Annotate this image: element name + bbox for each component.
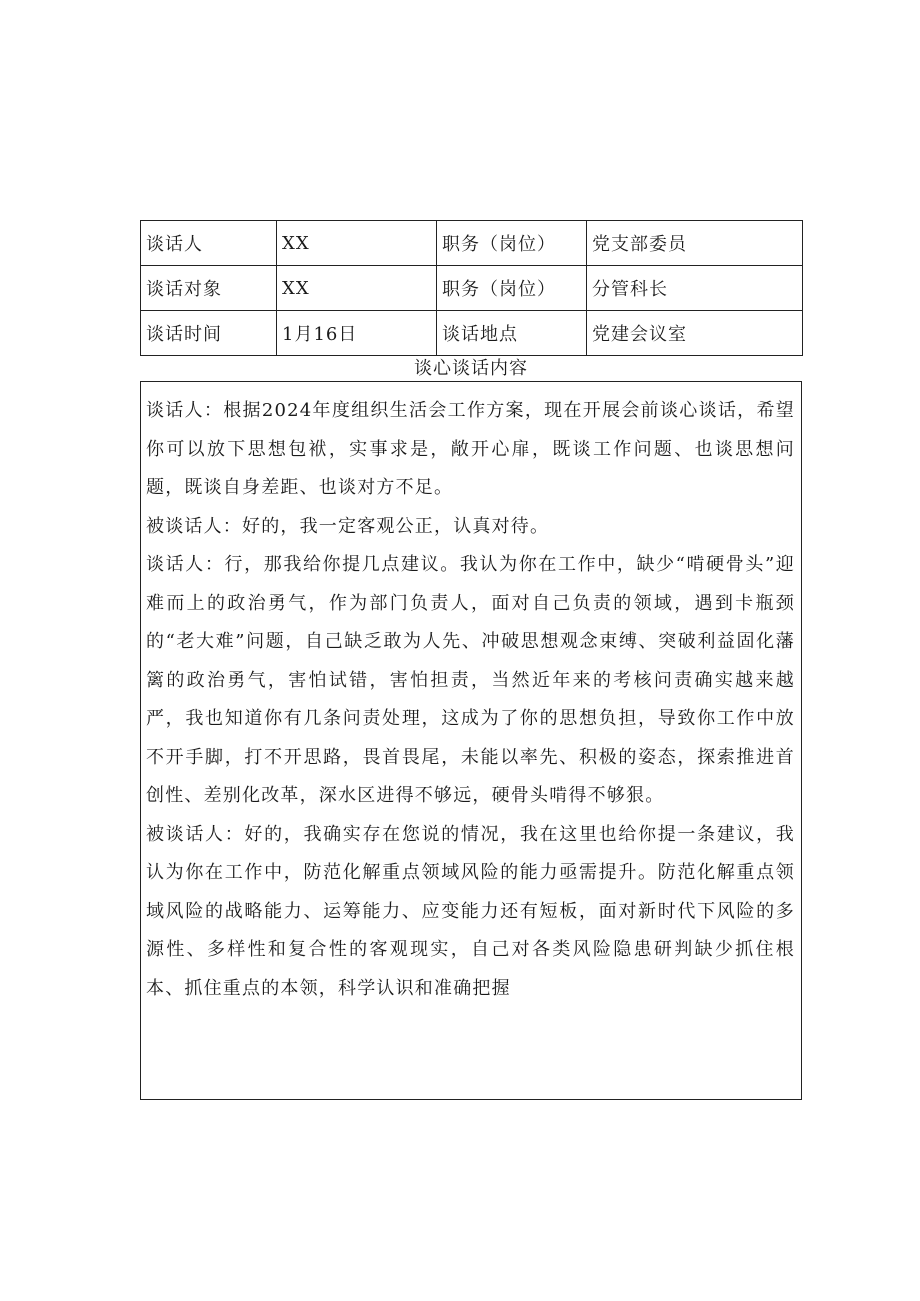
talk-place-value: 党建会议室 [587, 311, 803, 356]
talker-position-value: 党支部委员 [587, 221, 803, 266]
paragraph: 谈话人：根据2024年度组织生活会工作方案，现在开展会前谈心谈话，希望你可以放下思想包袱，实事求是，敞开心扉，既谈工作问题、也谈思想问题，既谈自身差距、也谈对方不足。 [146, 400, 795, 498]
paragraph: 被谈话人：好的，我确实存在您说的情况，我在这里也给你提一条建议，我认为你在工作中，防范化解重点领域风险的能力亟需提升。防范化解重点领域风险的战略能力、运筹能力、应变能力还有短板，面对新时代下风险的多源性、多样性和复合性的客观现实，自己对各类风险隐患研判缺少抓住根本、抓住重点的本领，科学认识和准确把握 [146, 823, 795, 999]
content-box [140, 381, 802, 1100]
talker-label: 谈话人 [141, 221, 277, 266]
talk-target-value: XX [277, 266, 437, 311]
talk-place-label: 谈话地点 [437, 311, 587, 356]
paragraph: 被谈话人：好的，我一定客观公正，认真对待。 [146, 515, 550, 537]
target-position-value: 分管科长 [587, 266, 803, 311]
talk-time-value: 1月16日 [277, 311, 437, 356]
talk-info-table [140, 220, 803, 356]
talk-time-label: 谈话时间 [141, 311, 277, 356]
content-title: 谈心谈话内容 [414, 358, 528, 379]
target-position-label: 职务（岗位） [437, 266, 587, 311]
talker-value: XX [277, 221, 437, 266]
table-row [141, 266, 803, 311]
talk-target-label: 谈话对象 [141, 266, 277, 311]
paragraph: 谈话人：行，那我给你提几点建议。我认为你在工作中，缺少“啃硬骨头”迎难而上的政治勇气，作为部门负责人，面对自己负责的领域，遇到卡瓶颈的“老大难”问题，自己缺乏敢为人先、冲破思想观念束缚、突破利益固化藩篱的政治勇气，害怕试错，害怕担责，当然近年来的考核问责确实越来越严，我也知道你有几条问责处理，这成为了你的思想负担，导致你工作中放不开手脚，打不开思路，畏首畏尾，未能以率先、积极的姿态，探索推进首创性、差别化改革，深水区进得不够远，硬骨头啃得不够狠。 [146, 554, 795, 806]
table-row [141, 311, 803, 356]
table-row [141, 221, 803, 266]
talker-position-label: 职务（岗位） [437, 221, 587, 266]
